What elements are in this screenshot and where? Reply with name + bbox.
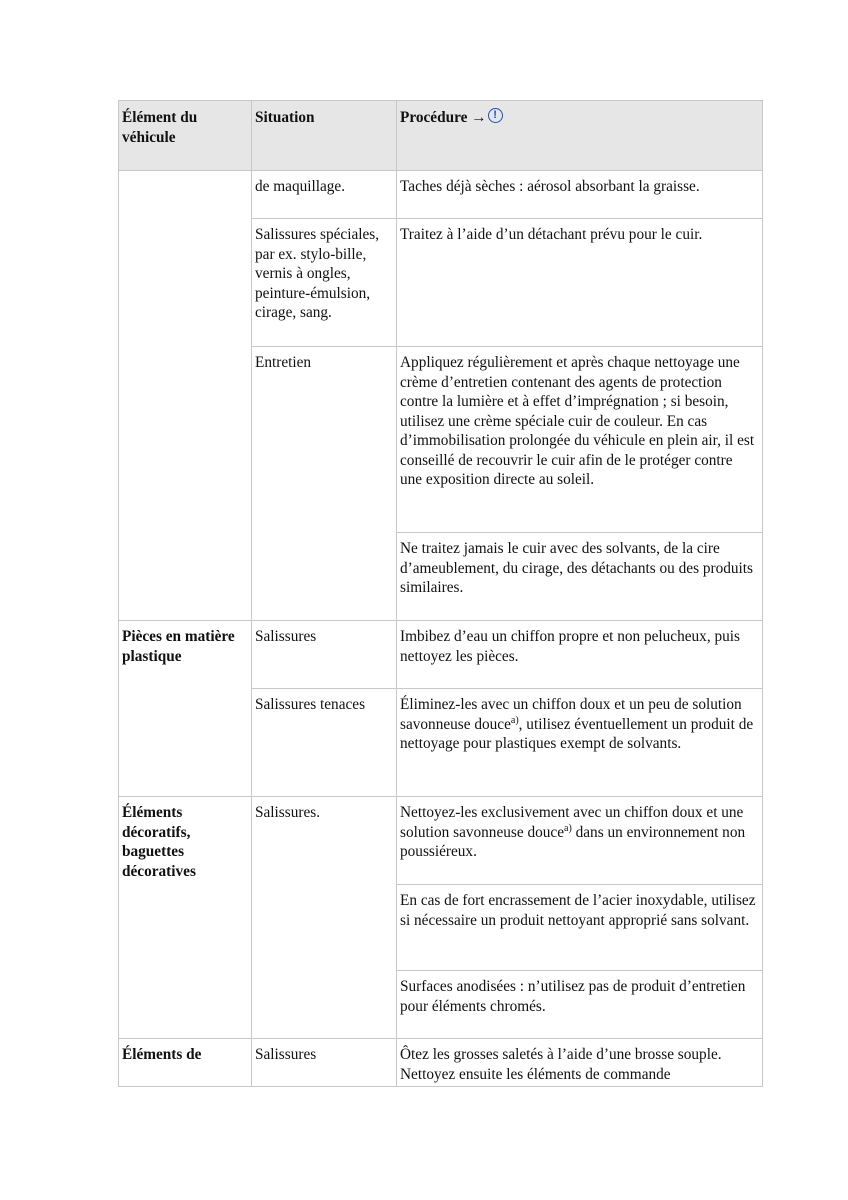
situation-cell: Entretien (252, 347, 397, 621)
table-row (119, 621, 763, 689)
arrow-icon: → (471, 109, 487, 126)
header-procedure-label: Procédure (400, 109, 468, 126)
procedure-text: dans un environnement non poussiéreux. (400, 823, 746, 860)
procedure-cell: Ôtez les grosses saletés à l’aide d’une brosse souple. Nettoyez ensuite les éléments de commande (397, 1039, 763, 1087)
procedure-cell: Surfaces anodisées : n’utilisez pas de produit d’entretien pour éléments chromés. (397, 971, 763, 1039)
table-row (119, 1039, 763, 1087)
cleaning-table (118, 100, 763, 1087)
element-cell: Éléments de (119, 1039, 252, 1087)
situation-cell: Salissures (252, 621, 397, 689)
procedure-cell: En cas de fort encrassement de l’acier inoxydable, utilisez si nécessaire un produit nettoyant approprié sans solvant. (397, 885, 763, 971)
table-row (119, 797, 763, 885)
footnote-marker: a) (510, 714, 519, 726)
warning-circle-icon[interactable]: ! (488, 108, 503, 123)
header-procedure (397, 101, 763, 171)
header-row (119, 101, 763, 171)
element-cell: Pièces en matière plastique (119, 621, 252, 797)
situation-cell: Salissures. (252, 797, 397, 1039)
procedure-cell (397, 689, 763, 797)
procedure-text: Éliminez-les avec un chiffon doux et un peu de solution savonneuse douce (400, 696, 742, 733)
situation-cell: Salissures (252, 1039, 397, 1087)
procedure-cell (397, 797, 763, 885)
table-row (119, 171, 763, 219)
situation-cell: de maquillage. (252, 171, 397, 219)
situation-cell: Salissures tenaces (252, 689, 397, 797)
footnote-marker: a) (564, 822, 572, 834)
procedure-text: Nettoyez-les exclusivement avec un chiffon doux et une solution savonneuse douce (400, 804, 744, 841)
procedure-cell: Ne traitez jamais le cuir avec des solvants, de la cire d’ameublement, du cirage, des détachants ou des produits similaires. (397, 533, 763, 621)
procedure-cell: Taches déjà sèches : aérosol absorbant la graisse. (397, 171, 763, 219)
procedure-cell: Appliquez régulièrement et après chaque nettoyage une crème d’entretien contenant des agents de protection contre la lumière et à effet d’imprégnation ; si besoin, utilisez une crème spéciale cuir de couleur. En cas d’immobilisation prolongée du véhicule en plein air, il est conseillé de recouvrir le cuir afin de le protéger contre une exposition directe au soleil. (397, 347, 763, 533)
element-cell: Éléments décoratifs, baguettes décoratives (119, 797, 252, 1039)
procedure-cell: Traitez à l’aide d’un détachant prévu pour le cuir. (397, 219, 763, 347)
situation-cell: Salissures spéciales, par ex. stylo-bille, vernis à ongles, peinture-émulsion, cirage, sang. (252, 219, 397, 347)
element-cell (119, 171, 252, 621)
procedure-cell: Imbibez d’eau un chiffon propre et non pelucheux, puis nettoyez les pièces. (397, 621, 763, 689)
header-element: Élément du véhicule (119, 101, 252, 171)
header-situation: Situation (252, 101, 397, 171)
procedure-text: , utilisez éventuellement un produit de nettoyage pour plastiques exempt de solvants. (400, 715, 754, 752)
